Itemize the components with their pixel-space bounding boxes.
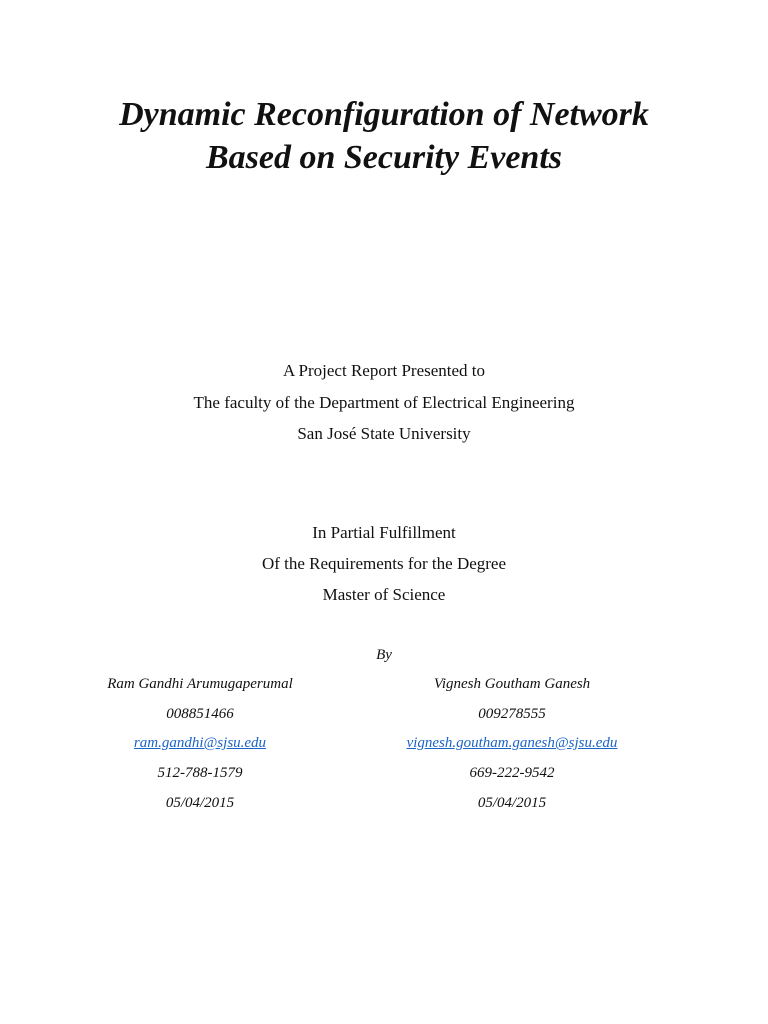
author-date: 05/04/2015 <box>477 795 547 811</box>
author-email-row <box>80 734 320 752</box>
author-date: 05/04/2015 <box>165 795 235 811</box>
presented-to-line: A Project Report Presented to <box>282 361 486 380</box>
author-phone: 512-788-1579 <box>157 765 243 781</box>
author-email-link[interactable]: vignesh.goutham.ganesh@sjsu.edu <box>406 735 618 751</box>
author-student-id: 009278555 <box>478 706 546 722</box>
report-title-line-2: Based on Security Events <box>205 139 563 176</box>
author-name: Ram Gandhi Arumugaperumal <box>107 676 293 692</box>
author-name: Vignesh Goutham Ganesh <box>433 676 591 692</box>
fulfillment-line: In Partial Fulfillment <box>312 523 456 542</box>
report-title-line-1: Dynamic Reconfiguration of Network <box>119 96 649 133</box>
department-line: The faculty of the Department of Electrical Engineering <box>193 393 575 412</box>
degree-line: Master of Science <box>322 585 446 604</box>
university-line: San José State University <box>297 424 471 443</box>
requirements-line: Of the Requirements for the Degree <box>261 554 507 573</box>
author-phone: 669-222-9542 <box>469 765 555 781</box>
author-block-left <box>80 0 320 1024</box>
author-block-right <box>388 0 636 1024</box>
author-student-id: 008851466 <box>166 706 234 722</box>
author-email-row <box>388 734 636 752</box>
by-label: By <box>376 647 392 663</box>
author-email-link[interactable]: ram.gandhi@sjsu.edu <box>133 735 267 751</box>
